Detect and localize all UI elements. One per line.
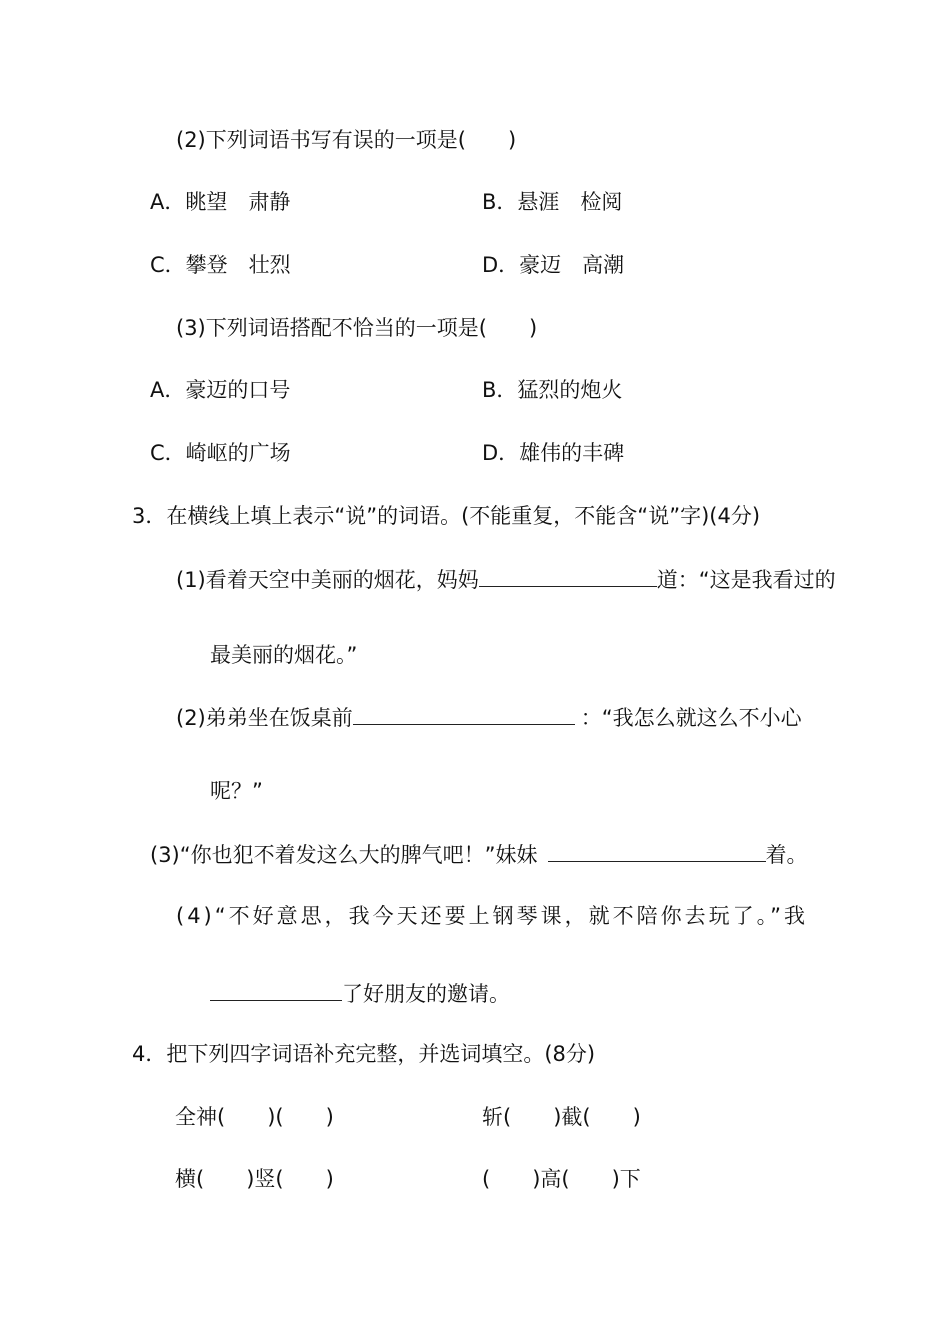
- q3-sentence-2: [176, 702, 802, 733]
- q3-title: 3．在横线上填上表示“说”的词语。(不能重复，不能含“说”字)(4分): [132, 504, 761, 528]
- q2-2-option-d[interactable]: D．豪迈 高潮: [482, 253, 625, 277]
- q3-sentence-1: [176, 564, 836, 595]
- q3-s1-pre: (1)看着天空中美丽的烟花，妈妈: [176, 568, 479, 592]
- q3-s2-cont: 呢？”: [210, 779, 263, 803]
- q4-word-2[interactable]: 斩( )截( ): [482, 1105, 641, 1129]
- q3-blank-2[interactable]: [353, 702, 575, 725]
- q2-2-stem: (2)下列词语书写有误的一项是( ): [176, 128, 517, 152]
- q2-2-option-c[interactable]: C．攀登 壮烈: [150, 253, 291, 277]
- q3-sentence-3: [150, 839, 808, 870]
- q2-2-option-b[interactable]: B．悬涯 检阅: [482, 190, 623, 214]
- q2-3-option-c[interactable]: C．崎岖的广场: [150, 441, 291, 465]
- q2-3-option-a[interactable]: A．豪迈的口号: [150, 378, 291, 402]
- q3-s3-post: 着。: [765, 843, 808, 867]
- q3-blank-4[interactable]: [210, 978, 342, 1001]
- q3-blank-3[interactable]: [548, 839, 766, 862]
- q3-s4-post: 了好朋友的邀请。: [342, 982, 510, 1006]
- q3-s1-post: 道：“这是我看过的: [656, 568, 836, 592]
- q3-s2-pre: (2)弟弟坐在饭桌前: [176, 706, 353, 730]
- q3-sentence-4-cont: [210, 978, 510, 1009]
- q4-title: 4．把下列四字词语补充完整，并选词填空。(8分): [132, 1042, 596, 1066]
- q3-s3-pre: (3)“你也犯不着发这么大的脾气吧！”妹妹: [150, 843, 538, 867]
- q3-s1-cont: 最美丽的烟花。”: [210, 643, 358, 667]
- q2-3-stem: (3)下列词语搭配不恰当的一项是( ): [176, 316, 538, 340]
- q3-blank-1[interactable]: [479, 564, 657, 587]
- q3-s2-post: ：“我怎么就这么不小心: [580, 706, 802, 730]
- q3-sentence-4: (4)“不好意思，我今天还要上钢琴课，就不陪你去玩了。”我: [176, 904, 809, 928]
- q4-word-3[interactable]: 横( )竖( ): [175, 1167, 334, 1191]
- q4-word-4[interactable]: ( )高( )下: [482, 1167, 641, 1191]
- q2-3-option-d[interactable]: D．雄伟的丰碑: [482, 441, 625, 465]
- q2-2-option-a[interactable]: A．眺望 肃静: [150, 190, 291, 214]
- q2-3-option-b[interactable]: B．猛烈的炮火: [482, 378, 623, 402]
- q4-word-1[interactable]: 全神( )( ): [175, 1105, 334, 1129]
